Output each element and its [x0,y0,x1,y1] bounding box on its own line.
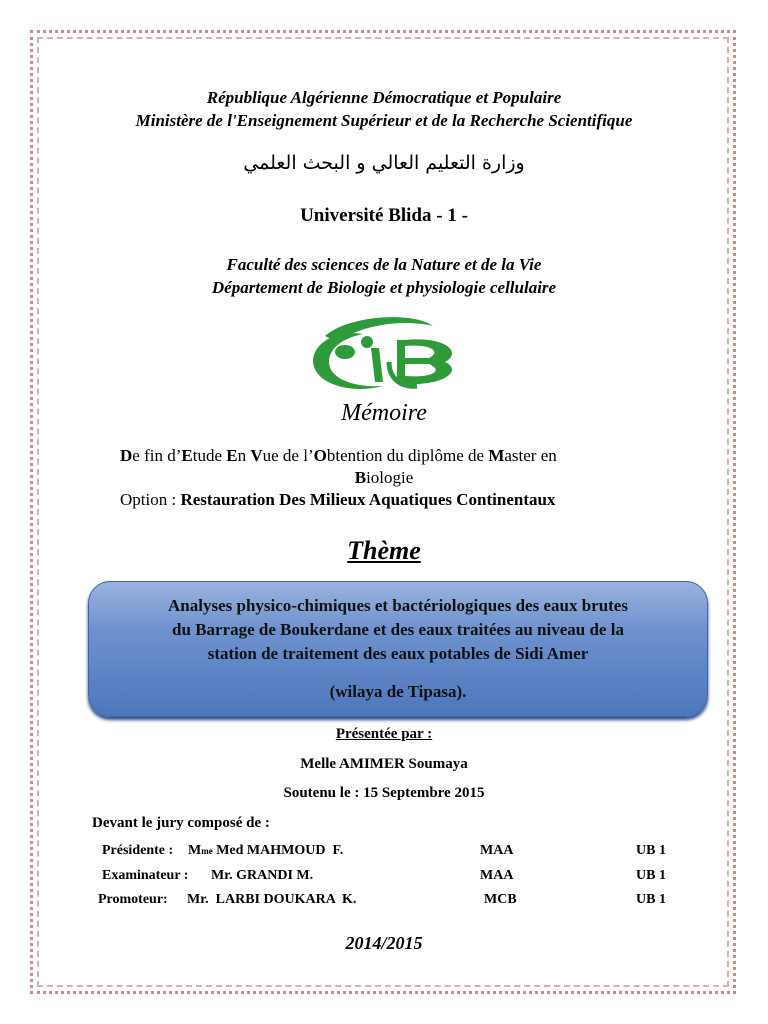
option-value: Restauration Des Milieux Aquatiques Continentaux [180,490,556,509]
university-name: Université Blida - 1 - [300,205,468,226]
jury-role: Promoteur: [98,892,168,907]
jury-role: Présidente : [102,843,174,858]
diploma-line-2: Biologie [354,468,414,487]
jury-intro: Devant le jury composé de : [92,815,270,831]
presented-by-label: Présentée par : [335,726,433,742]
theme-line-1: Analyses physico-chimiques et bactériologiques des eaux brutes [168,596,628,615]
jury-row-president [0,843,768,863]
jury-row-examiner [0,868,768,888]
theme-label: Thème [347,536,421,565]
department-name: Département de Biologie et physiologie cellulaire [211,278,557,297]
student-name: Melle AMIMER Soumaya [300,756,468,772]
jury-grade: MCB [484,892,517,907]
university-logo [305,312,465,394]
academic-year: 2014/2015 [345,933,423,953]
faculty-name: Faculté des sciences de la Nature et de la Vie [226,255,542,274]
theme-box [88,581,708,717]
jury-role: Examinateur : [102,868,189,883]
jury-institution: UB 1 [636,843,666,858]
jury-institution: UB 1 [636,868,666,883]
defense-date: Soutenu le : 15 Septembre 2015 [283,785,485,801]
jury-grade: MAA [480,843,514,858]
theme-line-3: station de traitement des eaux potables de Sidi Amer [207,644,589,663]
diploma-line: De fin d’Etude En Vue de l’Obtention du diplôme de Master en [120,446,557,465]
option-line: Option : Restauration Des Milieux Aquatiques Continentaux [120,490,556,509]
jury-name: Mme Med MAHMOUD F. [188,843,344,858]
theme-line-4: (wilaya de Tipasa). [329,682,467,701]
republic-heading: République Algérienne Démocratique et Populaire [206,88,562,107]
memoire-title: Mémoire [341,400,427,426]
ministry-arabic-heading: وزارة التعليم العالي و البحث العلمي [243,152,525,174]
jury-grade: MAA [480,868,514,883]
jury-name: Mr. GRANDI M. [211,868,314,883]
jury-institution: UB 1 [636,892,666,907]
jury-name: Mr. LARBI DOUKARA K. [187,892,357,907]
theme-line-2: du Barrage de Boukerdane et des eaux traitées au niveau de la [172,620,624,639]
ministry-heading: Ministère de l'Enseignement Supérieur et de la Recherche Scientifique [135,111,633,130]
jury-row-promoter [0,892,768,912]
